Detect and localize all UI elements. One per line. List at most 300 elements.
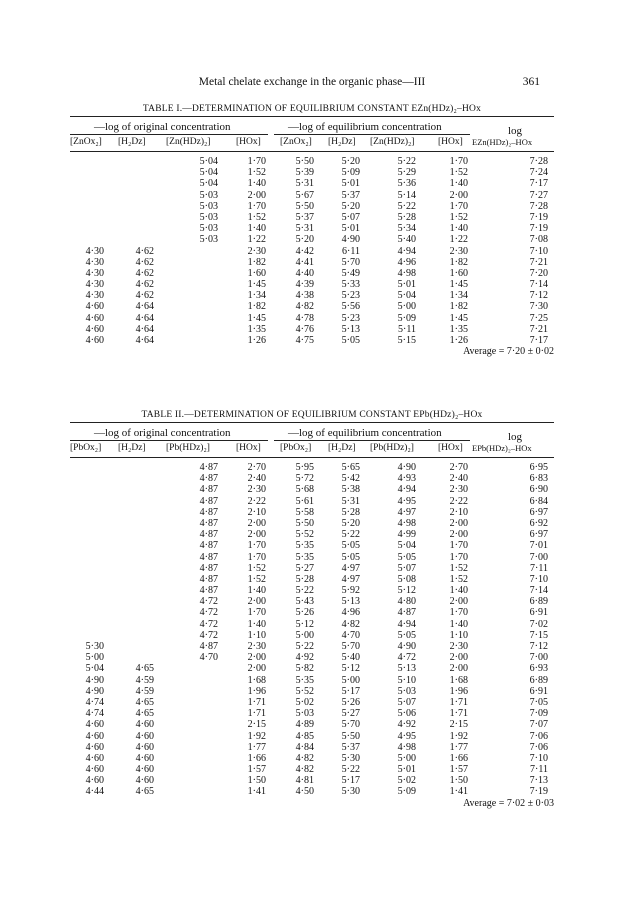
table-cell: 5·30	[341, 786, 360, 798]
table-cell: 5·01	[397, 764, 416, 776]
table-cell: 1·52	[449, 167, 468, 179]
table-cell: 4·44	[85, 786, 104, 798]
table-cell: 2·30	[247, 484, 266, 496]
table-cell: 4·82	[295, 301, 314, 313]
table-cell: 5·22	[295, 585, 314, 597]
table-row	[70, 484, 554, 495]
table-cell: 5·50	[295, 517, 314, 529]
table-cell: 5·05	[341, 335, 360, 346]
table-cell: 5·26	[341, 696, 360, 708]
table-cell: 5·17	[341, 775, 360, 787]
table-cell: 5·03	[397, 685, 416, 697]
table-cell: 5·35	[295, 674, 314, 686]
table-cell: 1·70	[247, 200, 266, 212]
page-number: 361	[522, 76, 540, 88]
table-row	[70, 507, 554, 518]
table-cell: 1·66	[449, 752, 468, 764]
table-cell: 4·38	[295, 290, 314, 302]
table-row	[70, 708, 554, 719]
table-cell: 4·30	[85, 279, 104, 291]
table-cell: 2·00	[247, 596, 266, 608]
table-cell: 5·82	[295, 663, 314, 675]
table-cell: 5·00	[341, 674, 360, 686]
table-cell: 4·62	[135, 256, 154, 268]
table-cell: 4·60	[135, 730, 154, 742]
table-cell: 1·77	[449, 741, 468, 753]
table-cell: 4·59	[135, 685, 154, 697]
table-cell: 5·40	[341, 652, 360, 664]
table-cell: 5·67	[295, 189, 314, 201]
table-cell: 4·64	[135, 323, 154, 335]
table-cell: 1·57	[247, 764, 266, 776]
column-header: EZn(HDz)₂–HOx	[472, 137, 533, 147]
table-cell: 5·70	[341, 719, 360, 731]
table-cell: 5·37	[341, 741, 360, 753]
table-cell: 4·94	[397, 618, 416, 630]
table-cell: 2·22	[449, 495, 468, 507]
group-header	[70, 423, 554, 441]
table-cell: 4·65	[135, 708, 154, 720]
table-cell: 1·45	[247, 279, 266, 291]
table-cell: 5·12	[397, 585, 416, 597]
table-row	[70, 201, 554, 212]
table-cell: 4·72	[199, 618, 218, 630]
table-cell: 7·28	[529, 156, 548, 167]
table-cell: 4·72	[199, 596, 218, 608]
table-cell: 4·90	[341, 234, 360, 246]
table-cell: 4·93	[397, 473, 416, 485]
table-cell: 2·10	[449, 506, 468, 518]
table-row	[70, 675, 554, 686]
column-header: [H₂Dz]	[118, 443, 146, 453]
table-cell: 1·50	[449, 775, 468, 787]
table-cell: 1·40	[449, 585, 468, 597]
table-cell: 7·05	[529, 696, 548, 708]
group-original: —log of original concentration	[94, 121, 231, 133]
table-cell: 4·64	[135, 335, 154, 346]
table-cell: 1·70	[247, 551, 266, 563]
table-cell: 2·00	[449, 596, 468, 608]
table-cell: 5·70	[341, 256, 360, 268]
table-row	[70, 324, 554, 335]
table-cell: 4·82	[295, 764, 314, 776]
table-cell: 4·97	[341, 573, 360, 585]
column-header: [HOx]	[438, 443, 463, 453]
table-cell: 7·08	[529, 234, 548, 246]
table-cell: 1·82	[247, 256, 266, 268]
table-cell: 5·04	[397, 290, 416, 302]
table-cell: 1·82	[449, 301, 468, 313]
table-row	[70, 607, 554, 618]
table-cell: 1·52	[247, 211, 266, 223]
column-header: [PbOx₂]	[70, 443, 102, 453]
table-row	[70, 234, 554, 245]
table-cell: 5·34	[397, 223, 416, 235]
table-cell: 7·28	[529, 200, 548, 212]
table-cell: 5·50	[341, 730, 360, 742]
table-row	[70, 686, 554, 697]
table-cell: 4·50	[295, 786, 314, 798]
table-cell: 6·11	[342, 245, 360, 257]
table-cell: 5·03	[199, 211, 218, 223]
table-cell: 5·35	[295, 551, 314, 563]
table-cell: 7·20	[529, 267, 548, 279]
table-row	[70, 290, 554, 301]
table-cell: 5·13	[341, 323, 360, 335]
table-row	[70, 563, 554, 574]
table-cell: 5·39	[295, 167, 314, 179]
table-cell: 4·60	[85, 775, 104, 787]
table-cell: 5·05	[397, 551, 416, 563]
table-row	[70, 719, 554, 730]
table-cell: 2·00	[247, 517, 266, 529]
table-cell: 1·52	[449, 562, 468, 574]
column-header: [ZnOx₂]	[70, 137, 102, 147]
table-body	[70, 152, 554, 346]
group-header	[70, 117, 554, 135]
table-cell: 1·52	[449, 211, 468, 223]
table-cell: 4·89	[295, 719, 314, 731]
table-cell: 7·25	[529, 312, 548, 324]
table-cell: 4·72	[199, 629, 218, 641]
table-cell: 1·71	[449, 708, 468, 720]
table-row	[70, 697, 554, 708]
table-cell: 1·71	[247, 696, 266, 708]
table-cell: 4·92	[295, 652, 314, 664]
table-cell: 4·60	[85, 741, 104, 753]
table-cell: 1·92	[247, 730, 266, 742]
table-cell: 4·81	[295, 775, 314, 787]
table-cell: 5·03	[199, 234, 218, 246]
column-header: [HOx]	[236, 443, 261, 453]
table-cell: 5·02	[295, 696, 314, 708]
table-cell: 5·23	[341, 290, 360, 302]
table-cell: 7·21	[529, 256, 548, 268]
table-cell: 5·04	[199, 178, 218, 190]
average-row	[70, 346, 554, 358]
table-cell: 4·90	[85, 685, 104, 697]
table-cell: 7·21	[529, 323, 548, 335]
table-cell: 5·95	[295, 462, 314, 473]
table-cell: 1·57	[449, 764, 468, 776]
column-header: [ZnOx₂]	[280, 137, 312, 147]
table-cell: 4·87	[199, 562, 218, 574]
table-row	[70, 268, 554, 279]
table-cell: 7·14	[529, 279, 548, 291]
table-cell: 7·10	[529, 752, 548, 764]
table-cell: 4·94	[397, 484, 416, 496]
table-cell: 5·20	[341, 156, 360, 167]
table-cell: 4·96	[341, 607, 360, 619]
column-header: [Zn(HDz)₂]	[370, 137, 415, 147]
table-cell: 2·00	[247, 652, 266, 664]
table-row	[70, 585, 554, 596]
table-cell: 7·15	[529, 629, 548, 641]
table-cell: 4·87	[199, 506, 218, 518]
table-cell: 2·22	[247, 495, 266, 507]
table-cell: 4·30	[85, 256, 104, 268]
table-cell: 1·70	[449, 551, 468, 563]
column-header: [H₂Dz]	[328, 443, 356, 453]
table-cell: 5·36	[397, 178, 416, 190]
table-row	[70, 786, 554, 797]
table-body	[70, 458, 554, 798]
table-row	[70, 167, 554, 178]
table-row	[70, 518, 554, 529]
table-row	[70, 529, 554, 540]
table-cell: 5·01	[397, 279, 416, 291]
table-cell: 4·70	[199, 652, 218, 664]
table-cell: 4·74	[85, 708, 104, 720]
table-cell: 5·12	[341, 663, 360, 675]
table-cell: 5·22	[295, 641, 314, 652]
table-row	[70, 496, 554, 507]
table-cell: 5·38	[341, 484, 360, 496]
table-row	[70, 574, 554, 585]
table-cell: 1·34	[449, 290, 468, 302]
table-cell: 6·89	[529, 596, 548, 608]
table-cell: 5·04	[199, 156, 218, 167]
table-cell: 2·30	[449, 641, 468, 652]
column-header: [H₂Dz]	[328, 137, 356, 147]
table-row	[70, 156, 554, 167]
table-cell: 4·60	[135, 741, 154, 753]
table-cell: 4·87	[397, 607, 416, 619]
table-row	[70, 663, 554, 674]
table-cell: 4·87	[199, 540, 218, 552]
table-cell: 5·03	[295, 708, 314, 720]
table-cell: 5·12	[295, 618, 314, 630]
table-cell: 5·05	[341, 551, 360, 563]
table-cell: 7·01	[529, 540, 548, 552]
table-cell: 6·97	[529, 506, 548, 518]
table-cell: 4·30	[85, 290, 104, 302]
table-cell: 4·90	[85, 674, 104, 686]
table-cell: 6·97	[529, 529, 548, 541]
table-cell: 5·92	[341, 585, 360, 597]
table-cell: 5·28	[341, 506, 360, 518]
table-cell: 1·66	[247, 752, 266, 764]
table-cell: 4·87	[199, 573, 218, 585]
column-header: EPb(HDz)₂–HOx	[472, 443, 532, 453]
table-cell: 7·02	[529, 618, 548, 630]
table-cell: 2·40	[449, 473, 468, 485]
table-cell: 1·34	[247, 290, 266, 302]
table-cell: 5·03	[199, 200, 218, 212]
table-cell: 5·50	[295, 156, 314, 167]
table-cell: 1·40	[247, 178, 266, 190]
table-row	[70, 335, 554, 346]
table-cell: 4·87	[199, 462, 218, 473]
table-cell: 6·91	[529, 607, 548, 619]
table-cell: 5·00	[397, 752, 416, 764]
table-cell: 5·17	[341, 685, 360, 697]
table-cell: 5·14	[397, 189, 416, 201]
log-label: log	[508, 431, 523, 443]
table-cell: 5·31	[295, 223, 314, 235]
table-cell: 2·30	[247, 245, 266, 257]
running-title: Metal chelate exchange in the organic phase—III	[198, 76, 426, 88]
average-value: Average = 7·02 ± 0·03	[463, 797, 554, 809]
table-cell: 2·30	[449, 484, 468, 496]
table-cell: 5·08	[397, 573, 416, 585]
table-cell: 7·06	[529, 741, 548, 753]
table-cell: 4·62	[135, 290, 154, 302]
table-cell: 7·10	[529, 245, 548, 257]
table-cell: 4·82	[341, 618, 360, 630]
table-cell: 4·65	[135, 786, 154, 798]
table-cell: 1·71	[247, 708, 266, 720]
table-cell: 2·00	[449, 663, 468, 675]
table-row	[70, 279, 554, 290]
table-row	[70, 257, 554, 268]
table-cell: 4·60	[135, 764, 154, 776]
table-cell: 7·17	[529, 178, 548, 190]
table-cell: 7·11	[530, 562, 548, 574]
table-cell: 4·97	[397, 506, 416, 518]
table-cell: 4·87	[199, 473, 218, 485]
table-row	[70, 775, 554, 786]
table-cell: 5·01	[341, 178, 360, 190]
table-cell: 2·70	[449, 462, 468, 473]
table-row	[70, 190, 554, 201]
table-cell: 4·87	[199, 517, 218, 529]
table-cell: 5·31	[295, 178, 314, 190]
table-row	[70, 731, 554, 742]
table-cell: 1·45	[449, 312, 468, 324]
table-cell: 4·74	[85, 696, 104, 708]
table-cell: 2·30	[449, 245, 468, 257]
table-cell: 4·94	[397, 245, 416, 257]
table-cell: 7·12	[529, 641, 548, 652]
table-row	[70, 313, 554, 324]
table-cell: 4·60	[135, 719, 154, 731]
table-cell: 7·00	[529, 652, 548, 664]
table-cell: 4·60	[85, 335, 104, 346]
table-row	[70, 301, 554, 312]
table-cell: 6·83	[529, 473, 548, 485]
table-cell: 2·40	[247, 473, 266, 485]
table-cell: 5·31	[341, 495, 360, 507]
table-cell: 4·60	[85, 764, 104, 776]
table-cell: 2·00	[449, 529, 468, 541]
table-cell: 4·98	[397, 517, 416, 529]
table-cell: 1·82	[449, 256, 468, 268]
table-cell: 1·68	[247, 674, 266, 686]
table-cell: 1·70	[449, 540, 468, 552]
table-cell: 2·30	[247, 641, 266, 652]
table-cell: 4·87	[199, 529, 218, 541]
table-cell: 4·99	[397, 529, 416, 541]
table-cell: 5·04	[397, 540, 416, 552]
table-2	[70, 408, 554, 810]
table-cell: 1·45	[247, 312, 266, 324]
table-cell: 5·09	[397, 786, 416, 798]
group-original: —log of original concentration	[94, 427, 231, 439]
table-cell: 7·19	[529, 211, 548, 223]
table-cell: 4·64	[135, 312, 154, 324]
table-cell: 1·70	[247, 540, 266, 552]
table-cell: 4·42	[295, 245, 314, 257]
table-cell: 7·17	[529, 335, 548, 346]
table-cell: 4·98	[397, 267, 416, 279]
table-cell: 1·40	[449, 223, 468, 235]
table-row	[70, 764, 554, 775]
table-cell: 2·00	[247, 663, 266, 675]
table-cell: 5·20	[341, 517, 360, 529]
table-cell: 2·00	[247, 529, 266, 541]
table-cell: 4·30	[85, 267, 104, 279]
table-cell: 5·00	[295, 629, 314, 641]
table-cell: 2·00	[449, 517, 468, 529]
table-row	[70, 473, 554, 484]
table-cell: 5·72	[295, 473, 314, 485]
column-headers	[70, 441, 554, 457]
table-cell: 5·00	[397, 301, 416, 313]
table-cell: 4·60	[85, 752, 104, 764]
table-cell: 4·87	[199, 585, 218, 597]
table-cell: 4·70	[341, 629, 360, 641]
table-cell: 5·09	[397, 312, 416, 324]
table-cell: 4·95	[397, 495, 416, 507]
table-cell: 7·12	[529, 290, 548, 302]
table-row	[70, 552, 554, 563]
table-cell: 5·09	[341, 167, 360, 179]
table-cell: 5·28	[397, 211, 416, 223]
table-row	[70, 223, 554, 234]
table-cell: 6·95	[529, 462, 548, 473]
table-cell: 1·26	[247, 335, 266, 346]
table-cell: 6·84	[529, 495, 548, 507]
table-cell: 5·52	[295, 685, 314, 697]
table-cell: 7·19	[529, 786, 548, 798]
table-cell: 1·77	[247, 741, 266, 753]
table-cell: 5·61	[295, 495, 314, 507]
column-header: [H₂Dz]	[118, 137, 146, 147]
table-cell: 5·10	[397, 674, 416, 686]
table-cell: 5·27	[341, 708, 360, 720]
table-cell: 4·30	[85, 245, 104, 257]
table-cell: 5·07	[341, 211, 360, 223]
group-equilibrium: —log of equilibrium concentration	[288, 427, 442, 439]
table-cell: 1·40	[449, 618, 468, 630]
table-cell: 5·37	[341, 189, 360, 201]
table-row	[70, 753, 554, 764]
table-cell: 1·52	[247, 562, 266, 574]
table-cell: 4·90	[397, 641, 416, 652]
table-cell: 7·11	[530, 764, 548, 776]
table-cell: 1·52	[449, 573, 468, 585]
table-cell: 5·22	[397, 156, 416, 167]
table-cell: 4·84	[295, 741, 314, 753]
table-cell: 6·90	[529, 484, 548, 496]
table-cell: 7·10	[529, 573, 548, 585]
average-value: Average = 7·20 ± 0·02	[463, 346, 554, 358]
table-cell: 7·14	[529, 585, 548, 597]
table-row	[70, 652, 554, 663]
table-cell: 2·00	[449, 189, 468, 201]
table-cell: 5·33	[341, 279, 360, 291]
table-cell: 4·60	[135, 775, 154, 787]
table-cell: 5·30	[85, 641, 104, 652]
table-cell: 4·59	[135, 674, 154, 686]
table-cell: 2·00	[449, 652, 468, 664]
table-cell: 7·30	[529, 301, 548, 313]
table-cell: 5·04	[85, 663, 104, 675]
table-cell: 1·70	[247, 607, 266, 619]
table-cell: 5·52	[295, 529, 314, 541]
table-caption: TABLE I.—DETERMINATION OF EQUILIBRIUM CONSTANT EZn(HDz)₂–HOx	[142, 104, 482, 114]
